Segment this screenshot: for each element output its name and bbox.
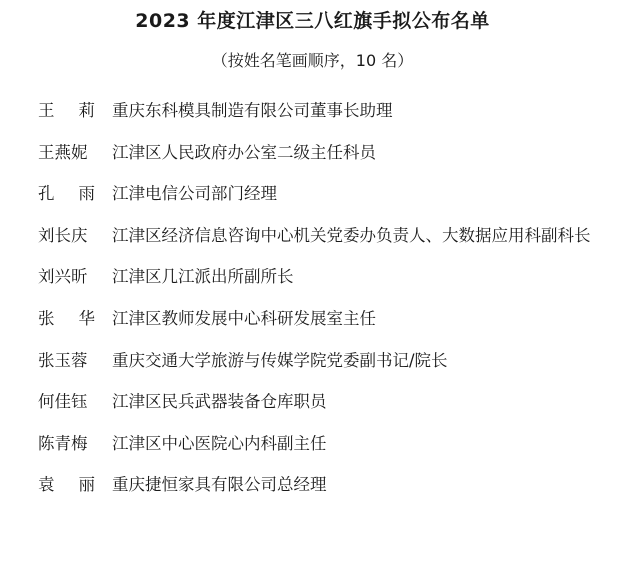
nominee-name (38, 90, 112, 132)
nominee-name: 刘兴昕 (38, 267, 88, 287)
document-title: 2023 年度江津区三八红旗手拟公布名单 (135, 10, 490, 32)
name-char: 袁 (38, 475, 55, 495)
nominee-name: 张玉蓉 (38, 350, 88, 370)
list-item (38, 423, 608, 465)
nominee-name: 何佳钰 (38, 392, 88, 412)
name-char: 孔 (38, 184, 55, 204)
nominee-list (38, 90, 608, 506)
nominee-name (38, 173, 112, 215)
list-item (38, 132, 608, 174)
nominee-name: 王燕妮 (38, 142, 88, 162)
list-item (38, 256, 608, 298)
nominee-description: 江津电信公司部门经理 (112, 184, 277, 204)
list-item (38, 381, 608, 423)
list-item (38, 340, 608, 382)
document-subtitle: （按姓名笔画顺序，10 名） (211, 51, 414, 70)
name-char: 雨 (78, 184, 95, 204)
name-char: 张 (38, 308, 55, 328)
nominee-name (38, 298, 112, 340)
name-char: 莉 (78, 101, 95, 120)
list-item (38, 464, 608, 506)
list-item (38, 215, 608, 257)
nominee-name: 陈青梅 (38, 433, 88, 453)
list-item (38, 173, 608, 215)
list-item (38, 298, 608, 340)
nominee-description: 江津区经济信息咨询中心机关党委办负责人、大数据应用科副科长 (112, 225, 591, 245)
nominee-name (38, 464, 112, 506)
nominee-description: 江津区民兵武器装备仓库职员 (112, 392, 327, 412)
nominee-description: 江津区教师发展中心科研发展室主任 (112, 308, 376, 328)
nominee-description: 江津区几江派出所副所长 (112, 267, 294, 287)
nominee-description: 江津区中心医院心内科副主任 (112, 433, 327, 453)
nominee-description: 重庆交通大学旅游与传媒学院党委副书记/院长 (112, 350, 448, 370)
nominee-description: 重庆捷恒家具有限公司总经理 (112, 475, 327, 495)
nominee-description: 重庆东科模具制造有限公司董事长助理 (112, 101, 393, 120)
name-char: 丽 (78, 475, 95, 495)
name-char: 华 (78, 308, 95, 328)
list-item (38, 90, 608, 132)
name-char: 王 (38, 101, 55, 120)
nominee-name: 刘长庆 (38, 225, 88, 245)
nominee-description: 江津区人民政府办公室二级主任科员 (112, 142, 376, 162)
